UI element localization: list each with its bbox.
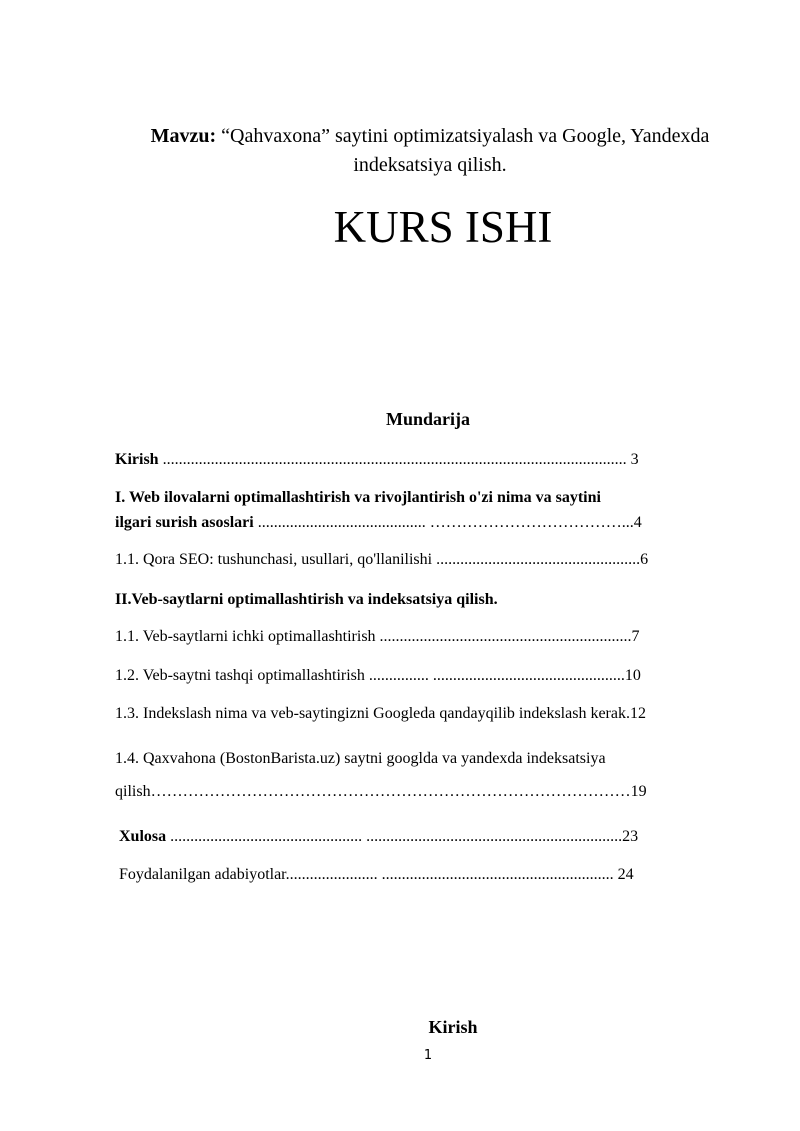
topic: [100, 122, 760, 180]
toc-item-kirish: [115, 449, 639, 470]
toc-item-section1-line1: I. Web ilovalarni optimallashtirish va rivojlantirish o'zi nima va saytini: [115, 489, 601, 506]
section-heading-kirish: Kirish: [428, 1017, 478, 1037]
toc-item-section1-line2: [115, 512, 642, 533]
document-title: KURS ISHI: [333, 202, 553, 252]
topic-label: Mavzu:: [150, 125, 217, 147]
page-number: 1: [423, 1048, 433, 1063]
toc-item-label: ilgari surish asoslari: [115, 514, 254, 531]
toc-item-section2: II.Veb-saytlarni optimallashtirish va indeksatsiya qilish.: [115, 591, 498, 608]
toc-item-adabiyotlar: Foydalanilgan adabiyotlar....................... .......................................................... 24: [119, 866, 634, 883]
toc-item-label: Kirish: [115, 451, 159, 468]
toc-item-1-3-indekslash: 1.3. Indekslash nima va veb-saytingizni Googleda qandayqilib indekslash kerak.12: [115, 705, 646, 722]
toc-item-leader: ................................................ ................................................................23: [166, 828, 639, 845]
toc-item-leader: .......................................... ………………………………...4: [253, 514, 642, 531]
toc-item-1-4-line1: 1.4. Qaxvahona (BostonBarista.uz) saytni googlda va yandexda indeksatsiya: [115, 750, 606, 767]
toc-item-label: Xulosa: [119, 828, 167, 845]
toc-item-1-2-tashqi: 1.2. Veb-saytni tashqi optimallashtirish ............... ................................................10: [115, 667, 641, 684]
toc-item-xulosa: [119, 826, 638, 847]
toc-item-1-1-qora-seo: 1.1. Qora SEO: tushunchasi, usullari, qo'llanilishi ...................................................6: [115, 551, 649, 568]
toc-heading: Mundarija: [385, 409, 470, 429]
toc-item-1-1-ichki: 1.1. Veb-saytlarni ichki optimallashtirish ...............................................................7: [115, 628, 640, 645]
toc-item-1-4-line2: qilish………………………………………………………………………………19: [115, 783, 647, 800]
toc-item-leader: .................................................................................................................... 3: [158, 451, 639, 468]
topic-text: “Qahvaxona” saytini optimizatsiyalash va Google, Yandexda indeksatsiya qilish.: [216, 125, 710, 176]
